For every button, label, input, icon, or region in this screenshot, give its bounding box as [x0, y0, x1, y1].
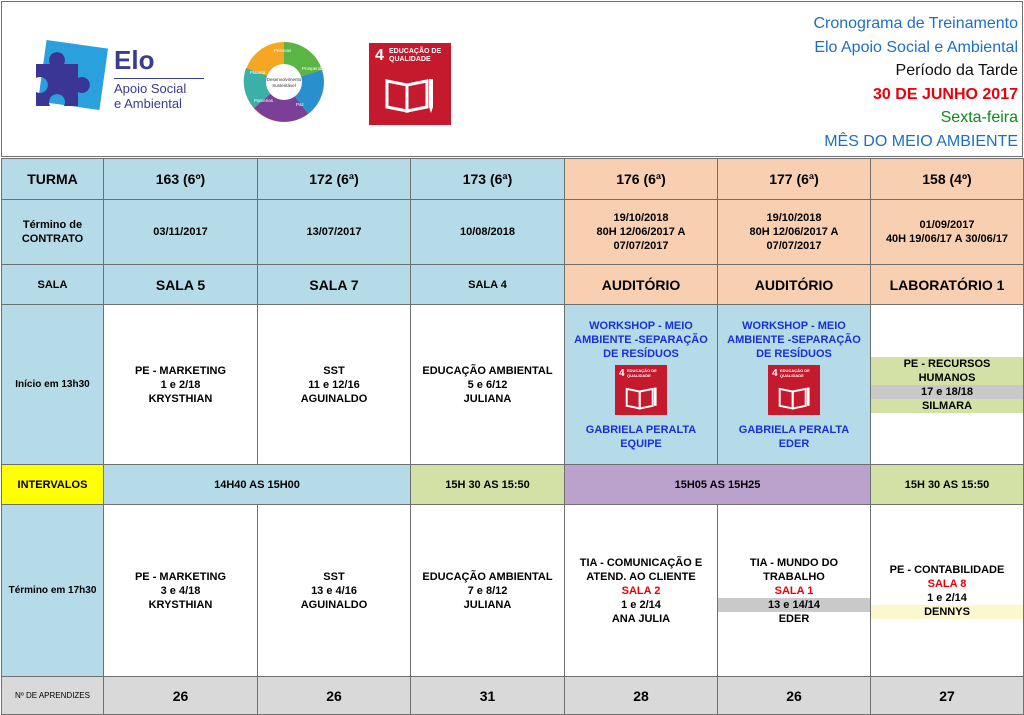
aprendizes-cell: 31 [411, 677, 565, 715]
subject: TIA - MUNDO DO TRABALHO [749, 556, 839, 583]
modules: 7 e 8/12 [467, 584, 508, 597]
svg-text:Desenvolvimento: Desenvolvimento [266, 77, 302, 82]
date-label: 30 DE JUNHO 2017 [873, 85, 1018, 103]
subject: PE - RECURSOS HUMANOS [871, 357, 1023, 385]
workshop-team: EDER [778, 437, 810, 450]
morning-cell [411, 305, 565, 465]
termino-row [2, 505, 1024, 677]
teacher: AGUINALDO [300, 392, 368, 405]
teacher: ANA JULIA [611, 612, 671, 625]
month-theme-label: MÊS DO MEIO AMBIENTE [824, 132, 1018, 150]
interval-cell: 14H40 AS 15H00 [104, 465, 411, 505]
modules: 1 e 2/14 [621, 598, 661, 611]
contrato-line: 19/10/2018 [766, 212, 822, 224]
intervalos-label: INTERVALOS [2, 465, 104, 505]
workshop-team: EQUIPE [620, 437, 662, 450]
elo-logo-text [114, 46, 204, 111]
turma-cell: 176 (6ª) [565, 159, 718, 200]
inicio-row [2, 305, 1024, 465]
interval-cell: 15H 30 AS 15:50 [871, 465, 1024, 505]
svg-text:Sustentável: Sustentável [272, 83, 296, 88]
sala-cell: AUDITÓRIO [718, 265, 871, 305]
sdg4-title: EDUCAÇÃO DE QUALIDADE [389, 48, 442, 63]
modules: 1 e 2/18 [160, 378, 201, 391]
teacher: DENNYS [871, 605, 1023, 619]
sala-row [2, 265, 1024, 305]
turma-cell: 163 (6º) [104, 159, 258, 200]
teacher: JULIANA [463, 392, 512, 405]
svg-text:Pessoas: Pessoas [274, 48, 292, 53]
organization-name: Elo Apoio Social e Ambiental [814, 38, 1018, 56]
weekday-label: Sexta-feira [940, 109, 1018, 126]
contrato-cell [871, 200, 1024, 265]
aprendizes-row [2, 677, 1024, 715]
sustainable-development-wheel-icon [240, 38, 328, 126]
subject: EDUCAÇÃO AMBIENTAL [422, 570, 553, 583]
modules: 13 e 4/16 [311, 584, 357, 597]
sdg4-mini-title: EDUCAÇÃO DE QUALIDADE [627, 367, 657, 378]
subject: SST [323, 364, 345, 377]
contrato-line: 13/07/2017 [306, 226, 362, 238]
subject: PE - CONTABILIDADE [889, 563, 1005, 576]
subject-block [718, 556, 870, 598]
contrato-label-line1: Término de [22, 219, 83, 231]
subject: EDUCAÇÃO AMBIENTAL [422, 364, 553, 377]
morning-cell [258, 305, 411, 465]
aprendizes-cell: 26 [104, 677, 258, 715]
turma-cell: 158 (4º) [871, 159, 1024, 200]
elo-sub [114, 78, 204, 111]
workshop-title: WORKSHOP - MEIO AMBIENTE -SEPARAÇÃO DE RESÍDUOS [574, 319, 708, 360]
open-book-icon [777, 385, 811, 411]
afternoon-cell [565, 505, 718, 677]
sdg4-logo [369, 43, 451, 125]
workshop-person: GABRIELA PERALTA [738, 423, 850, 436]
contrato-line: 01/09/2017 [919, 219, 975, 231]
elo-logo [28, 36, 198, 122]
teacher: EDER [718, 612, 870, 626]
modules: 1 e 2/14 [871, 591, 1023, 605]
morning-cell [871, 305, 1024, 465]
modules: 13 e 14/14 [718, 598, 870, 612]
subject: PE - MARKETING [134, 570, 227, 583]
elo-sub-line1: Apoio Social [114, 81, 187, 96]
teacher: JULIANA [463, 598, 512, 611]
turma-label: TURMA [2, 159, 104, 200]
turma-row [2, 159, 1024, 200]
interval-cell: 15H 30 AS 15:50 [411, 465, 565, 505]
sdg4-number: 4 [375, 47, 384, 64]
modules: 17 e 18/18 [871, 385, 1023, 399]
sala-cell: SALA 4 [411, 265, 565, 305]
contrato-label [2, 200, 104, 265]
contrato-line: 07/07/2017 [613, 240, 669, 252]
afternoon-cell [104, 505, 258, 677]
intervalos-row [2, 465, 1024, 505]
afternoon-cell [871, 505, 1024, 677]
sala-cell: SALA 5 [104, 265, 258, 305]
puzzle-piece-icon [28, 36, 108, 122]
sala-cell: SALA 7 [258, 265, 411, 305]
subject: PE - MARKETING [134, 364, 227, 377]
contrato-line: 80H 12/06/2017 A [749, 226, 839, 238]
contrato-cell [258, 200, 411, 265]
sdg4-mini-icon [768, 365, 820, 415]
morning-cell [104, 305, 258, 465]
modules: 3 e 4/18 [160, 584, 201, 597]
interval-cell: 15H05 AS 15H25 [565, 465, 871, 505]
schedule-title: Cronograma de Treinamento [813, 15, 1018, 32]
workshop-cell [565, 305, 718, 465]
contrato-line: 80H 12/06/2017 A [596, 226, 686, 238]
turma-cell: 172 (6ª) [258, 159, 411, 200]
aprendizes-label: Nº DE APRENDIZES [2, 677, 104, 715]
modules: 11 e 12/16 [308, 378, 360, 391]
contrato-line: 03/11/2017 [153, 226, 208, 238]
turma-cell: 173 (6ª) [411, 159, 565, 200]
teacher: KRYSTHIAN [148, 598, 213, 611]
open-book-pencil-icon [383, 75, 435, 115]
afternoon-cell [258, 505, 411, 677]
contrato-cell [411, 200, 565, 265]
sala-cell: LABORATÓRIO 1 [871, 265, 1024, 305]
title-block [813, 12, 1018, 153]
open-book-icon [624, 385, 658, 411]
contrato-line: 19/10/2018 [613, 212, 669, 224]
aprendizes-cell: 26 [258, 677, 411, 715]
sdg4-mini-title: EDUCAÇÃO DE QUALIDADE [780, 367, 810, 378]
teacher: SILMARA [871, 399, 1023, 413]
svg-text:Planeta: Planeta [250, 70, 266, 75]
teacher: AGUINALDO [300, 598, 368, 611]
contrato-line: 40H 19/06/17 A 30/06/17 [885, 233, 1009, 245]
sdg4-mini-number: 4 [619, 367, 625, 379]
aprendizes-cell: 28 [565, 677, 718, 715]
contrato-line: 10/08/2018 [459, 226, 516, 238]
room: SALA 1 [774, 584, 814, 597]
subject: SST [323, 570, 345, 583]
afternoon-cell [411, 505, 565, 677]
schedule-table [1, 158, 1024, 715]
workshop-cell [718, 305, 871, 465]
svg-text:Prosperidade: Prosperidade [302, 66, 328, 71]
room: SALA 8 [927, 577, 967, 590]
sala-cell: AUDITÓRIO [565, 265, 718, 305]
afternoon-cell [718, 505, 871, 677]
header [1, 1, 1023, 157]
contrato-label-line2: CONTRATO [21, 233, 84, 245]
sdg4-mini-number: 4 [772, 367, 778, 379]
workshop-title: WORKSHOP - MEIO AMBIENTE -SEPARAÇÃO DE RESÍDUOS [727, 319, 861, 360]
subject-block [565, 556, 717, 598]
sala-label: SALA [2, 265, 104, 305]
contrato-line: 07/07/2017 [766, 240, 822, 252]
workshop-person: GABRIELA PERALTA [585, 423, 697, 436]
contrato-cell [565, 200, 718, 265]
inicio-label: Início em 13h30 [2, 305, 104, 465]
period-label: Período da Tarde [895, 62, 1018, 79]
termino-label: Término em 17h30 [2, 505, 104, 677]
aprendizes-cell: 27 [871, 677, 1024, 715]
elo-name: Elo [114, 45, 155, 75]
subject-block [871, 563, 1023, 591]
aprendizes-cell: 26 [718, 677, 871, 715]
modules: 5 e 6/12 [467, 378, 508, 391]
turma-cell: 177 (6ª) [718, 159, 871, 200]
teacher: KRYSTHIAN [148, 392, 213, 405]
svg-text:Paz: Paz [296, 102, 304, 107]
contrato-row [2, 200, 1024, 265]
subject: TIA - COMUNICAÇÃO E ATEND. AO CLIENTE [579, 556, 703, 583]
elo-sub-line2: e Ambiental [114, 96, 182, 111]
sdg4-mini-icon [615, 365, 667, 415]
svg-text:Parcerias: Parcerias [254, 98, 274, 103]
contrato-cell [718, 200, 871, 265]
room: SALA 2 [621, 584, 661, 597]
contrato-cell [104, 200, 258, 265]
ods-logo [240, 38, 328, 126]
